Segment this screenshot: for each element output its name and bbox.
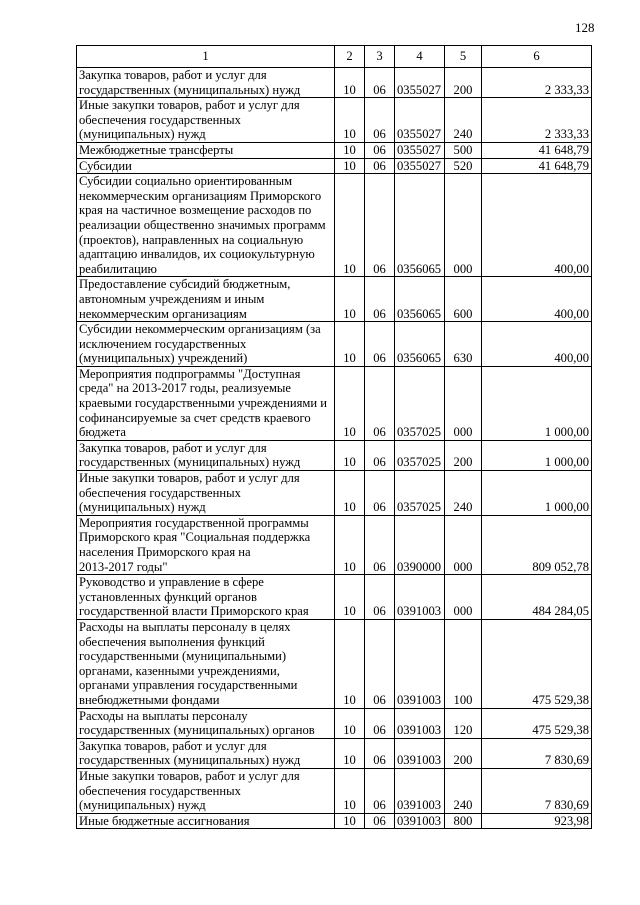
row-target-article-cell: 0357025 (395, 440, 445, 470)
table-row (77, 158, 592, 174)
row-expense-type-cell: 000 (445, 366, 482, 440)
row-section-cell: 10 (335, 813, 365, 829)
row-name-cell: Иные бюджетные ассигнования (77, 813, 335, 829)
row-subsection-cell: 06 (365, 322, 395, 367)
row-target-article-cell: 0355027 (395, 142, 445, 158)
table-row (77, 142, 592, 158)
row-section-cell: 10 (335, 322, 365, 367)
table-row (77, 813, 592, 829)
table-row (77, 98, 592, 143)
row-subsection-cell: 06 (365, 366, 395, 440)
row-section-cell: 10 (335, 738, 365, 768)
row-target-article-cell: 0391003 (395, 768, 445, 813)
header-cell-3: 3 (365, 46, 395, 68)
row-name-cell: Расходы на выплаты персоналу в целях обеспечения выполнения функций государственными (муниципальными) органами, казенными учреждениями, органами управления государственными внебюджетными фондами (77, 619, 335, 708)
row-subsection-cell: 06 (365, 158, 395, 174)
header-cell-1: 1 (77, 46, 335, 68)
row-amount-cell: 7 830,69 (482, 768, 592, 813)
row-target-article-cell: 0391003 (395, 813, 445, 829)
row-amount-cell: 2 333,33 (482, 98, 592, 143)
row-subsection-cell: 06 (365, 708, 395, 738)
row-amount-cell: 400,00 (482, 322, 592, 367)
table-row (77, 619, 592, 708)
table-row (77, 68, 592, 98)
row-section-cell: 10 (335, 68, 365, 98)
budget-table (76, 45, 592, 829)
row-section-cell: 10 (335, 98, 365, 143)
row-expense-type-cell: 100 (445, 619, 482, 708)
row-name-cell: Закупка товаров, работ и услуг для государственных (муниципальных) нужд (77, 68, 335, 98)
row-target-article-cell: 0356065 (395, 174, 445, 277)
row-subsection-cell: 06 (365, 575, 395, 620)
row-amount-cell: 2 333,33 (482, 68, 592, 98)
row-amount-cell: 475 529,38 (482, 708, 592, 738)
row-expense-type-cell: 800 (445, 813, 482, 829)
row-amount-cell: 809 052,78 (482, 515, 592, 574)
row-expense-type-cell: 000 (445, 174, 482, 277)
page-number: 128 (575, 20, 595, 35)
row-subsection-cell: 06 (365, 768, 395, 813)
row-amount-cell: 1 000,00 (482, 471, 592, 516)
row-subsection-cell: 06 (365, 515, 395, 574)
row-name-cell: Иные закупки товаров, работ и услуг для обеспечения государственных (муниципальных) нужд (77, 471, 335, 516)
row-name-cell: Предоставление субсидий бюджетным, автономным учреждениям и иным некоммерческим организациям (77, 277, 335, 322)
row-name-cell: Руководство и управление в сфере установленных функций органов государственной власти Приморского края (77, 575, 335, 620)
table-row (77, 738, 592, 768)
row-section-cell: 10 (335, 158, 365, 174)
row-expense-type-cell: 000 (445, 515, 482, 574)
row-subsection-cell: 06 (365, 738, 395, 768)
table-row (77, 174, 592, 277)
row-subsection-cell: 06 (365, 471, 395, 516)
row-subsection-cell: 06 (365, 619, 395, 708)
row-subsection-cell: 06 (365, 174, 395, 277)
row-target-article-cell: 0355027 (395, 98, 445, 143)
row-expense-type-cell: 500 (445, 142, 482, 158)
row-amount-cell: 400,00 (482, 174, 592, 277)
row-section-cell: 10 (335, 768, 365, 813)
row-amount-cell: 1 000,00 (482, 366, 592, 440)
row-target-article-cell: 0355027 (395, 158, 445, 174)
table-row (77, 366, 592, 440)
table-row (77, 515, 592, 574)
table-body (77, 68, 592, 829)
row-section-cell: 10 (335, 142, 365, 158)
row-target-article-cell: 0391003 (395, 738, 445, 768)
row-expense-type-cell: 240 (445, 98, 482, 143)
row-name-cell: Мероприятия подпрограммы "Доступная среда" на 2013-2017 годы, реализуемые краевыми государственными учреждениями и софинансируемые за счет средств краевого бюджета (77, 366, 335, 440)
row-expense-type-cell: 240 (445, 471, 482, 516)
row-section-cell: 10 (335, 708, 365, 738)
table-row (77, 708, 592, 738)
header-cell-6: 6 (482, 46, 592, 68)
row-amount-cell: 484 284,05 (482, 575, 592, 620)
row-expense-type-cell: 120 (445, 708, 482, 738)
row-name-cell: Субсидии некоммерческим организациям (за исключением государственных (муниципальных) учреждений) (77, 322, 335, 367)
row-name-cell: Иные закупки товаров, работ и услуг для обеспечения государственных (муниципальных) нужд (77, 768, 335, 813)
row-name-cell: Межбюджетные трансферты (77, 142, 335, 158)
row-expense-type-cell: 240 (445, 768, 482, 813)
row-target-article-cell: 0357025 (395, 366, 445, 440)
row-subsection-cell: 06 (365, 277, 395, 322)
row-section-cell: 10 (335, 471, 365, 516)
row-target-article-cell: 0391003 (395, 575, 445, 620)
row-expense-type-cell: 520 (445, 158, 482, 174)
row-expense-type-cell: 200 (445, 68, 482, 98)
row-expense-type-cell: 630 (445, 322, 482, 367)
row-section-cell: 10 (335, 174, 365, 277)
table-row (77, 440, 592, 470)
row-section-cell: 10 (335, 515, 365, 574)
table-row (77, 768, 592, 813)
table-row (77, 575, 592, 620)
row-target-article-cell: 0391003 (395, 708, 445, 738)
row-target-article-cell: 0390000 (395, 515, 445, 574)
row-section-cell: 10 (335, 575, 365, 620)
header-cell-5: 5 (445, 46, 482, 68)
header-cell-2: 2 (335, 46, 365, 68)
row-name-cell: Расходы на выплаты персоналу государственных (муниципальных) органов (77, 708, 335, 738)
row-subsection-cell: 06 (365, 813, 395, 829)
row-subsection-cell: 06 (365, 98, 395, 143)
row-target-article-cell: 0356065 (395, 322, 445, 367)
row-expense-type-cell: 200 (445, 440, 482, 470)
row-amount-cell: 923,98 (482, 813, 592, 829)
row-amount-cell: 7 830,69 (482, 738, 592, 768)
row-amount-cell: 400,00 (482, 277, 592, 322)
row-name-cell: Мероприятия государственной программы Приморского края "Социальная поддержка населения Приморского края на 2013-2017 годы" (77, 515, 335, 574)
row-subsection-cell: 06 (365, 142, 395, 158)
row-amount-cell: 41 648,79 (482, 158, 592, 174)
row-name-cell: Субсидии социально ориентированным некоммерческим организациям Приморского края на частичное возмещение расходов по реализации общественно значимых программ (проектов), направленных на социальную адаптацию инвалидов, их социокультурную реабилитацию (77, 174, 335, 277)
table-header-row (77, 46, 592, 68)
row-amount-cell: 475 529,38 (482, 619, 592, 708)
row-name-cell: Закупка товаров, работ и услуг для государственных (муниципальных) нужд (77, 738, 335, 768)
row-target-article-cell: 0357025 (395, 471, 445, 516)
row-expense-type-cell: 000 (445, 575, 482, 620)
row-name-cell: Иные закупки товаров, работ и услуг для обеспечения государственных (муниципальных) нужд (77, 98, 335, 143)
table-row (77, 471, 592, 516)
row-section-cell: 10 (335, 619, 365, 708)
row-section-cell: 10 (335, 366, 365, 440)
row-subsection-cell: 06 (365, 440, 395, 470)
row-subsection-cell: 06 (365, 68, 395, 98)
table-row (77, 322, 592, 367)
row-name-cell: Субсидии (77, 158, 335, 174)
row-expense-type-cell: 200 (445, 738, 482, 768)
header-cell-4: 4 (395, 46, 445, 68)
row-target-article-cell: 0355027 (395, 68, 445, 98)
row-section-cell: 10 (335, 277, 365, 322)
row-amount-cell: 1 000,00 (482, 440, 592, 470)
row-target-article-cell: 0391003 (395, 619, 445, 708)
row-name-cell: Закупка товаров, работ и услуг для государственных (муниципальных) нужд (77, 440, 335, 470)
table-row (77, 277, 592, 322)
row-amount-cell: 41 648,79 (482, 142, 592, 158)
row-target-article-cell: 0356065 (395, 277, 445, 322)
row-expense-type-cell: 600 (445, 277, 482, 322)
row-section-cell: 10 (335, 440, 365, 470)
